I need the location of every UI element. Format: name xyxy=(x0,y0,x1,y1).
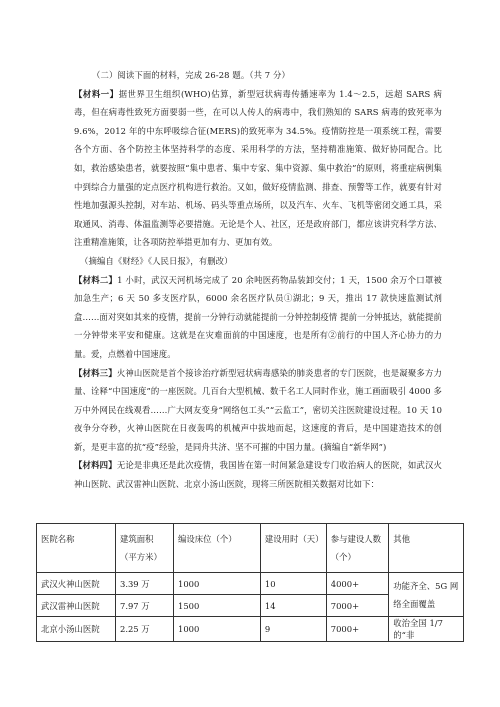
table-row xyxy=(37,617,464,642)
cell-beds: 1500 xyxy=(174,595,261,617)
cell-build-days: 9 xyxy=(260,617,326,642)
cell-workers: 7000+ xyxy=(326,617,389,642)
material-1-text: 据世界卫生组织(WHO)估算，新型冠状病毒传播速率为 1.4～2.5，远超 SARS 病毒，但在病毒性致死方面要弱一些，在可以人传人的病毒中，我们熟知的 SARS 病毒的致死率为 9.6%，2012 年的中东呼吸综合征(MERS)的致死率为 34.5%。疫情防控是一项系统工程，需要各个方面、各个防控主体坚持科学的态度、采用科学的方法，坚持精准施策、做好协同配合。比如，救治感染患者，就要按照“集中患者、集中专家、集中资源、集中救治”的原则，将重症病例集中到综合力量强的定点医疗机构进行救治。又如，做好疫情监测、排查、预警等工作，就要有针对性地加强源头控制，对车站、机场、码头等重点场所，以及汽车、火车、飞机等密闭交通工具，采取通风、消毒、体温监测等必要措施。无论是个人、社区，还是政府部门，都应该讲究科学方法、注重精准施策，让各项防控举措更加有力、更加有效。 xyxy=(74,88,442,248)
material-4-tag: 【材料四】 xyxy=(74,460,117,471)
material-4 xyxy=(74,456,442,493)
cell-beds: 1000 xyxy=(174,617,261,642)
material-3-tag: 【材料三】 xyxy=(74,367,117,378)
material-2-tag: 【材料二】 xyxy=(74,274,118,285)
material-3 xyxy=(74,364,442,457)
cell-build-days: 10 xyxy=(260,573,326,595)
cell-hospital-name: 武汉火神山医院 xyxy=(37,573,116,595)
header-build-days: 建设用时（天） xyxy=(260,524,326,573)
reading-passage xyxy=(74,66,442,494)
header-beds: 编设床位（个） xyxy=(174,524,261,573)
header-other: 其他 xyxy=(389,524,464,573)
material-3-text: 火神山医院是首个接诊治疗新型冠状病毒感染的肺炎患者的专门医院，也是凝聚多方力量、诠释“中国速度”的一座医院。几百台大型机械、数千名工人同时作业，施工画面吸引 4000 多万中外网民在线观看……广大网友变身“网络包工头”“云监工”，密切关注医院建设过程。10 天 10 夜争分夺秒，火神山医院在日夜轰鸣的机械声中拔地而起，这速度的背后，是中国建造技术的创新，是更丰富的抗“疫”经验，是同舟共济、坚不可摧的中国力量。 xyxy=(74,367,443,452)
cell-floor-area: 2.25 万 xyxy=(115,617,173,642)
material-2 xyxy=(74,271,442,364)
cell-build-days: 14 xyxy=(260,595,326,617)
cell-workers: 4000+ xyxy=(326,573,389,595)
cell-beds: 1000 xyxy=(174,573,261,595)
header-floor-area: 建筑面积（平方米） xyxy=(115,524,173,573)
table-row xyxy=(37,573,464,595)
material-1-tag: 【材料一】 xyxy=(74,88,119,99)
cell-floor-area: 3.39 万 xyxy=(115,573,173,595)
cell-other: 收治全国 1/7 的“非 xyxy=(389,617,464,642)
cell-hospital-name: 北京小汤山医院 xyxy=(37,617,116,642)
material-2-text: 1 小时，武汉天河机场完成了 20 余吨医药物品装卸交付；1 天，1500 余万个口罩被加急生产；6 天 50 多支医疗队，6000 余名医疗队员①湖北；9 天，推出 17 款快速监测试剂盒……面对突如其来的疫情，提前一分钟行动就能提前一分钟控制疫情 提前一分钟抵达，就能提前一分钟带来平安和健康。这就是在灾难面前的中国速度，也是所有②前行的中国人齐心协力的力量。爱，点燃着中国速度。 xyxy=(74,274,443,359)
cell-hospital-name: 武汉雷神山医院 xyxy=(37,595,116,617)
material-4-text: 无论是非典还是此次疫情，我国皆在第一时间紧急建设专门收治病人的医院，如武汉火神山医院、武汉雷神山医院、北京小汤山医院，现将三所医院相关数据对比如下： xyxy=(74,460,443,490)
table-header-row xyxy=(37,524,464,573)
material-3-source: (摘编自“新华网”) xyxy=(320,441,387,452)
cell-floor-area: 7.97 万 xyxy=(115,595,173,617)
header-workers: 参与建设人数（个） xyxy=(326,524,389,573)
hospital-comparison-table xyxy=(36,523,464,642)
material-1 xyxy=(74,85,442,252)
header-hospital-name: 医院名称 xyxy=(37,524,116,573)
material-1-source: （摘编自《财经》《人民日报》，有删改） xyxy=(80,255,233,266)
section-heading: （二）阅读下面的材料，完成 26-28 题。（共 7 分） xyxy=(92,70,290,80)
cell-workers: 7000+ xyxy=(326,595,389,617)
cell-other-merged: 功能齐全、5G 网络全面覆盖 xyxy=(389,573,464,617)
